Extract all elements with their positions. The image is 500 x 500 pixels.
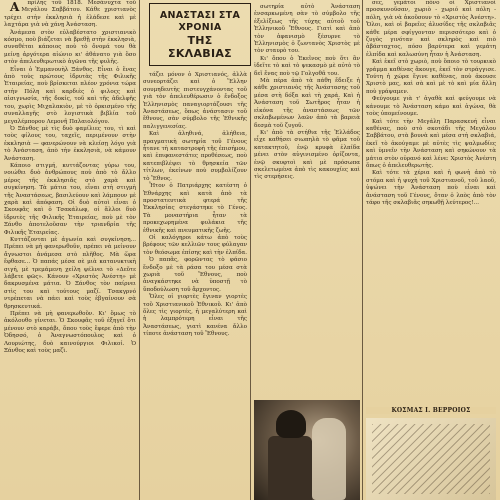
mid-paragraph: τάζει μόνον ὁ Χριστιανός, ἀλλὰ συνεορτάζει καὶ ὁ Ἕλλην σουμηδευτὴς πιστευγχάνοντας τοῦ γιὰ τὸν ἀπελευθέρωσιν ὁ ἔνδοξος Ἑλληνισμὸς παναγιορτάζουσι τῆς Ἀναστάσεως, ὅπως ἀνάστασιν τοῦ ἔθνους, σὰν σύμβολο τῆς Ἐθνικῆς παλιγγενεσίας.	[143, 72, 247, 130]
mid-paragraph: Οἱ καλόγηροι κάτω ἀπὸ τοὺς βρέφους τῶν κελλιῶν τους φύλαγαν τὸν θεόσωμα ἐπίσης καὶ τὴν ἐλπίδα.	[143, 234, 248, 256]
middle-subcolumn-b	[254, 4, 360, 182]
photo-figure-hat	[276, 410, 306, 438]
mid-paragraph: Καὶ ἀληθινά, ἀλήθεια, πραγματικὴ σωτηρία τοῦ Γένους ἦτανε τὴ καταστροφὴ τῆς ἐπισήμου, καὶ ἐπιφανεστάτες προθέσεως, ποὺ κατεπιβλέψει τὸ θρησκεία τῶν τίτλων, ἐκείνων ποὺ συμβολίζουν τὸ Ἔθνος.	[143, 131, 247, 182]
left-paragraph: Κάποιο στιγμή, κυττάζοντας γύρω του, νοιώθει δυὸ ἀνθρώπους ποὺ ἀπὸ τὸ ἄλλο μέρος τῆς ἐκκλησιᾶς στὸ χαρὰ καὶ συγκίνηση. Τὰ μάτια του, εἶναι στὴ στιγμὴ τῆς Ἀναστάσεως, βασιλεύουν καὶ λάμπουν μὲ χαρὰ καὶ ἀπόφαση. Οἱ δυὸ αὐτοὶ εἶναι ὁ Σκουφᾶς καὶ ὁ Τσακάλωφ, οἱ ἄλλοι δυὸ ἱδρυτὲς τῆς Φιλικῆς Ἑταιρείας, ποὺ μὲ τὸν Ξάνθο ἀποτελοῦσαν τὴν τριανδρία τῆς Φιλικῆς Ἑταιρείας.	[4, 162, 136, 236]
left-paragraph: Ὁ Ξάνθος μὲ τὶς δυὸ φαμίλιες του, τὶ καὶ τοὺς φίλους του, ταχεῖς, περιμένουν στὴν ἐκκλησιὰ — φανερώνουν νὰ κλείσῃ λόγο γιὰ τὸ Ἀνάσταση, ἀπὸ τὴν ἐκκλησιὰ, νὰ κάμουν Ἀνάσταση.	[4, 125, 136, 162]
left-paragraph: Πρέπει νὰ μὴ φανερωθοῦν. Κι' ὅμως τὸ ἀκόλουθο γίνεται. Ὁ Σκουφᾶς τοῦ ἐξηγεῖ ὅτι μένουν στὸ καράβι, ὅπου τοὺς ἔφερε ἀπὸ τὴν Ὁδησσό, ὁ Ἀναγνωστόπουλος καὶ ὁ Λουριώτης, δυὸ καινούργιοι Φιλικοί. Ὁ Ξάνθος καὶ τοὺς μαζὶ.	[4, 311, 136, 355]
right-paragraph: Καὶ ἐκεῖ στὸ χωριὸ, ποὺ ὅποιο τὸ τουρκικὸ γράμμα καθένας ἄκουγε, ἐκεῖ τὸν στράγγισε. Τούτη ἡ χώρα ἔγινε καθένας, ποὺ ἀκουσε Χριστὸ μας, καὶ σὰ καὶ μὲ τὸ καὶ μία ἄλλη ποὺ γράψαμεν.	[366, 59, 496, 95]
column-divider	[362, 0, 363, 500]
photo-figure-light	[312, 418, 346, 500]
subcolumn-divider	[250, 72, 251, 500]
middle-column	[143, 0, 360, 500]
photo-figure-dark	[268, 436, 312, 500]
column-divider	[139, 0, 140, 500]
article-author: ΚΟΣΜΑΣ Ι. ΒΕΡΡΟΙΟΣ	[366, 407, 496, 414]
mid-paragraph: Κι' ὅπου ὁ Ἐκεῖνος ποὺ ὅτι ἂν ἰδεῖτε τὸ καὶ τὸ ψεκασμὸ μὲ αὐτὸ τὸ δεῖ ἕνας ποὺ τῷ Γολγοθᾶ του.	[254, 55, 360, 77]
article-title-line1: ΑΝΑΣΤΑΣΙ ΣΤΑ ΧΡΟΝΙΑ	[159, 10, 241, 33]
article-title-box	[149, 3, 251, 66]
left-paragraph: Α πρίλης τοῦ 1818. Μεσάνυχτα τοῦ Μεγάλου Σαββάτου. Κάθε χριστιανὸς τρέχει στὴν ἐκκλησιὰ ἡ ἐλάδεσε καὶ μὲ λαχτάρα γιὰ νὰ χάνῃ Ἀνάσταση.	[4, 0, 136, 29]
mid-paragraph: Ὅλες οἱ γιορτὲς ἔγιναν γιορτὲς τοῦ Χριστιανικοῦ Ἐθνικοῦ. Κι' ἀπὸ ὅλες τὶς γιορτές, ἡ μεγαλύτερη καὶ ἡ λαμπρότερη εἶναι τῆς Ἀναστάσεως, γιατὶ κανένα ἄλλο τίποτε ἀνάσταση τοῦ Ἔθνους.	[143, 294, 247, 338]
article-photo	[254, 400, 360, 500]
middle-subcolumn-a	[143, 72, 247, 339]
right-column	[366, 0, 496, 500]
left-paragraph: Κυττάζονται μὲ ἀγωνία καὶ συγκίνηση... Πρέπει νὰ μὴ φανερωθοῦν, πρέπει νὰ μείνουν ἄγνωστοι ἀνάμεσα στὸ πλῆθος. Μὰ ὥρα ἔφθασε... Ὁ παπάς μέσα σὲ μιὰ κατανυκτικὴ σιγή, μὲ τρεμάμενη χείλη ψέλνει τὸ «Δεῦτε λάβετε φῶς». Κάνουν «Χριστὸς Ἀνέστη» μὲ δακρυσμένα μάτια. Ὁ Ξάνθος τὸν παίρνει στὶς του καὶ τούτους μαζί. Τσακγρνό ντρέπεται νὰ πάει καὶ τοὺς ἐβγαίνουν σὰ θρησκευτικά.	[4, 237, 136, 310]
article-title-line2: ΤΗΣ ΣΚΛΑΒΙΑΣ	[168, 34, 232, 60]
right-paragraph: Φεύγουμε γιὰ τ' ἀγαθὰ καὶ φεύγουμε νὰ κάνουμε τὸ Ἀνάσταση κάμο καὶ ἀγώνα, θὰ τοὺς ὑπομείνουμε.	[366, 96, 496, 118]
illustration-hatching	[372, 424, 490, 494]
left-paragraph: Ἀνάμεσα στὸν εὐλαβέστατο χριστιανικὸ κόσμο, ποὺ βιάζεται νὰ βρεθῇ στὴν ἐκκλησιὰ, συναθέται κάποιος ποὺ τὸ ὄνομά του θὰ μείνῃ ἀργότερα αἰώνιο κι' ἀθάνατο γιὰ ὅσο στὸν ἀπελευθερωτικὸ ἀγῶνα τῆς φυλῆς.	[4, 29, 136, 66]
mid-paragraph: σωτηρία αὐτὸ Ἀνάσταση ἐνσαρκωμένη σὰν τὸ σύμβολο τῆς ἐξελίξεως τῆς τύχης αὐτοῦ τοῦ Ἑλληνικοῦ Ἔθνους. Γιατὶ καὶ ἀπὸ τὸν ἀφανισμὸ ξέσυρνε τὸ Ἑλληνισμὸς ὁ ζωντανὸς Χριστὸς μὲ τὸν σταυρὸ του.	[254, 4, 360, 55]
left-paragraph: Εἶναι ὁ Ἐμμανουὴλ Ξάνθος. Εἶναι ὁ ἕνας ἀπὸ τοὺς πρώτους ἱδρυτὰς τῆς Φιλικῆς Ἑταιρείας, ποὺ βρίσκεται πλέον χρόνια τώρα στὴν Πόλη καὶ καρδιὲς ὁ φιλοςς καὶ αἰσιγνωσία, τῆς δοκίς, τοῦ καὶ τῆς ἀδελφῆς του, χωρὶς Μιχαλακιὸν, μὲ τὸ ὁρκισμένο τῆς συναλλαγῆς στὸ λογιστικὰ βιβλία τοῦ μεγαλέμπορου Λεμονῆ Παλαιολόγου.	[4, 66, 136, 125]
right-paragraph: Καὶ τότε τὰ χέρια καὶ ἡ φωνὴ ἀπὸ τὸ στόμα καὶ ἡ ψυχὴ τοῦ Χριστιανοῦ, τοῦ λαοῦ, ὑψώνει τὴν Ἀνάσταση ποὺ εἶναι καὶ ἀνάσταση τοῦ Γένους, ὅταν ὁ λαὸς ἀπὸ τὸν τάφο τῆς σκλαβιᾶς σηκωθῇ λεύτερος!...	[366, 170, 496, 206]
right-paragraph: σες, γεμάτοι πόνο οἱ Χριστιανοὶ προσκυνοῦσαν, χωριὸ ‑ χωριό καὶ πόλη ‑ πόλη, γιὰ νὰ ἀκοῦσουν τὸ «Χριστὸς Ἀνέστη». Ὅλοι, καὶ οἱ βαρεῖες ἀλυσίδες τῆς σκλαβιᾶς κάθε μέρα σφίγγονταν περισσότερο καὶ ὁ ζυγὸς γινόταν καὶ σκληρὸς καὶ πιὸ ἀβάσταχτος, πόσο βαρύτερα καὶ γεμάτη ἐλπίδα καὶ καλωσύνη ἦταν ἡ Ἀνάσταση.	[366, 0, 496, 58]
mid-paragraph: Ὁ παπᾶς, φορῶντας τὸ φάσιο ἔνδοξο μὲ τὰ ράσα του μέσα στὰ χωριὰ τοῦ Ἔθνους, ποὺ ἀναγκάστηκε νὰ ὑποστῇ τὸ ὕποδούλωση τοῦ ἄρχοντος.	[143, 257, 247, 293]
left-column	[4, 0, 136, 500]
drop-cap: Α	[10, 0, 20, 14]
illustration-image	[366, 418, 496, 500]
mid-paragraph: Μὰ πέρα ἀπὸ τὰ πάθη ἔδειξε ἡ κάθε χριστιανὸς τῆς Ἀνάστασης τοῦ μέσα στὴ δόξα καὶ τὴ χαρά. Καὶ ἡ Ἀνάσταση τοῦ Σωτῆρος ἦταν ἡ εἰκόνα τῆς ἀναστάσεως τῶν σκλαβωμένων λαῶν ἀπὸ τὰ βαρειὰ δεσμὰ τοῦ ζυγοῦ.	[254, 78, 360, 129]
mid-paragraph: Κι' ἀπὸ τὰ στήθια τῆς Ἑλλάδος εἶχε καθήσει σιωπηλὰ τὸ φᾶμα τοῦ κατακτητοῦ, ἐνῷ κρυφὰ ἐλπίδα μένει στὸν αὐγινισμένο ὁρίζοντα, ἐνῷ σκυφτοὶ καὶ μὲ πρόσωπα σκελετωμένα ἀπὸ τὶς κακουχίες καὶ τὶς στερήσεις.	[254, 129, 360, 181]
mid-paragraph: Ἦτον ὁ Πατριάρχης κατέστη ὁ Ἐθνάρχης καὶ κατὰ ἀπὸ τὰ προστατευτικὰ φτερά τῆς Ἐκκλησίας στεγάστηκε τὸ Γένος. Τὰ μοναστήρια ἦταν τὰ προκεχωρημένα φυλάκια τῆς ἐθνικῆς καὶ πνευματικῆς ζωῆς.	[143, 183, 247, 234]
right-paragraph: Καὶ τότε τὴν Μεγάλη Παρασκευή εἶναι καθένας, ποὺ στὸ σκοτάδι τῆς Μεγάλου Σαββάτου, στὰ βουνὰ καὶ μέσα στὴ σκλαβιά, ἐκεῖ τὸ ἀκούγαμε μὲ αὐτὲς τὶς ψαλμωδίες καὶ ὑμνεῖν τὴν Ἀνάσταση καὶ σηκώνουν τὰ μάτια στὸν οὐρανό καὶ λένε: Χριστὸς Ἀνέστη ὅπως ὁ ἀπελευθερωτὴς.	[366, 118, 496, 169]
